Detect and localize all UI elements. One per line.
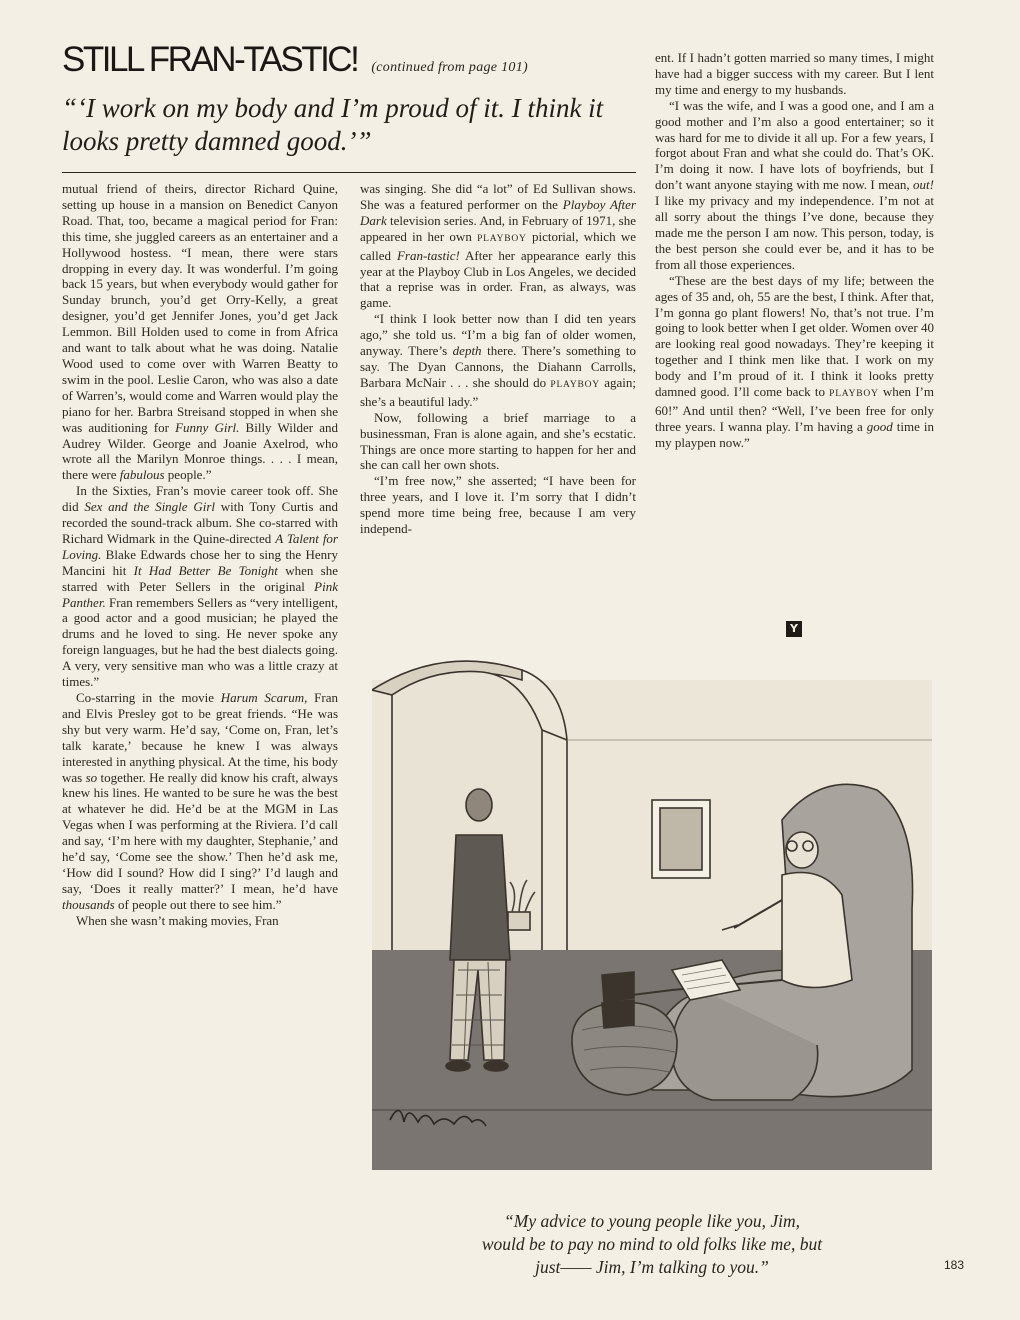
caption-line: would be to pay no mind to old folks like me, but xyxy=(481,1234,823,1254)
paragraph: Now, following a brief marriage to a businessman, Fran is alone again, and she’s ecstatic. Things are once more starting to happen for her and she can call her own shots. xyxy=(360,409,636,473)
page-number: 183 xyxy=(944,1258,965,1272)
cartoon-illustration xyxy=(372,650,932,1170)
paragraph: ent. If I hadn’t gotten married so many times, I might have had a bigger success with my career. But I lent my time and energy to my husbands. xyxy=(655,50,934,97)
paragraph: was singing. She did “a lot” of Ed Sullivan shows. She was a featured performer on the Playboy After Dark television series. And, in February of 1971, she appeared in her own PLAYBOY pictorial, which we called Fran-tastic! After her appearance early this year at the Playboy Club in Los Angeles, we decided that a reprise was in order. Fran, as always, was game. xyxy=(360,181,636,311)
divider-rule xyxy=(62,172,636,173)
caption-line: “My advice to young people like you, Jim, xyxy=(504,1211,800,1231)
paragraph: When she wasn’t making movies, Fran xyxy=(76,912,279,928)
paragraph: “I’m free now,” she asserted; “I have been for three years, and I love it. I’m sorry that I didn’t spend more time being free, because I am very independ- xyxy=(360,473,636,537)
end-mark-icon: Y xyxy=(786,621,802,637)
paragraph: “I was the wife, and I was a good one, and I am a good mother and I’m also a good entertainer; so it was hard for me to divide it all up. For a few years, I forgot about Fran and what she could do. That’s OK. I’m doing it now. I have lots of boyfriends, but I don’t want anyone staying with me now. I mean, out! I like my privacy and my independence. I’m not at all sorry about the things I’ve done, because they made me the person I am now. This person, today, is the best person she could ever be, and it has to be from all those experiences. xyxy=(655,97,934,272)
pull-quote: “‘I work on my body and I’m proud of it. I think it looks pretty damned good.’” xyxy=(62,93,604,156)
paragraph: mutual friend of theirs, director Richard Quine, setting up house in a mansion on Benedict Canyon Road. That, too, became a magical period for Fran: this time, she juggled careers as an entertainer and a Hollywood hostess. “I mean, there were stars dropping in every day. It was wonderful. I’m going back 15 years, but when everybody would gather for Sunday brunch, you’d get Orry-Kelly, a great designer, you’d get Jennifer Jones, you’d get Jack Lemmon. Bill Holden used to come in from Africa and want to talk about what he was doing. Natalie Wood used to come over with Warren Beatty to swim in the pool. Leslie Caron, who was also a date of Warren’s, would come and Warren would play the piano for her. Barbra Streisand stopped in when she was auditioning for Funny Girl. Billy Wilder and Audrey Wilder. George and Joanie Axelrod, who wrote all the Marilyn Monroe things. . . . I mean, there were fabulous people.” xyxy=(62,181,338,483)
caption-line: just—— Jim, I’m talking to you.” xyxy=(535,1257,769,1277)
cartoon-caption xyxy=(372,1210,932,1279)
text-column-3 xyxy=(655,50,934,451)
article-header xyxy=(62,40,622,80)
paragraph: In the Sixties, Fran’s movie career took off. She did Sex and the Single Girl with Tony Curtis and recorded the sound-track album. She co-starred with Richard Widmark in the Quine-directed A Talent for Loving. Blake Edwards chose her to sing the Henry Mancini hit It Had Better Be Tonight when she starred with Peter Sellers in the original Pink Panther. Fran remembers Sellers as “very intelligent, a good actor and a good musician; he played the drums and he loved to sing. He never spoke any foreign languages, but he had the best dialects going. A very, very sensitive man who was a little crazy at times.” xyxy=(62,483,338,690)
paragraph: “I think I look better now than I did ten years ago,” she told us. “I’m a big fan of older women, anyway. There’s depth there. There’s something to say. The Dyan Cannons, the Diahann Carrolls, Barbara McNair . . . she should do PLAYBOY again; she’s a beautiful lady.” xyxy=(360,311,636,409)
article-title: STILL FRAN-TASTIC! xyxy=(62,40,358,79)
text-column-1 xyxy=(62,181,338,929)
paragraph: “These are the best days of my life; between the ages of 35 and, oh, 55 are the best, I think. After that, I’m gonna go plant flowers! No, that’s not true. I’m going to look better when I get older. Women over 40 are looking real good nowadays. They’re keeping it together and I think men like that. I work on my body and I’m proud of it. I think it looks pretty damned good. I’ll come back to PLAYBOY when I’m 60!” And until then? “Well, I’ve been free for only three years. I wanna play. I’m having a good time in my playpen now.” xyxy=(655,272,934,450)
paragraph: Co-starring in the movie Harum Scarum, Fran and Elvis Presley got to be great friends. “He was shy but very warm. He’d say, ‘Come on, Fran, let’s talk karate,’ because he knew I was always interested in anything physical. At the time, his body was so together. He really did know his craft, always knew his lines. He wanted to be sure he was the best at whatever he did. He’d be at the MGM in Las Vegas when I was performing at the Riviera. I’d call and say, ‘I’m here with my daughter, Stephanie,’ and he’d say, ‘Come see the show.’ Then he’d ask me, ‘How did I sound? How did I sing?’ I’d laugh and say, ‘Does it really matter?’ I mean, he’d have thousands of people out there to see him.” xyxy=(62,690,338,912)
continued-note: (continued from page 101) xyxy=(371,60,528,75)
text-column-2 xyxy=(360,181,636,537)
